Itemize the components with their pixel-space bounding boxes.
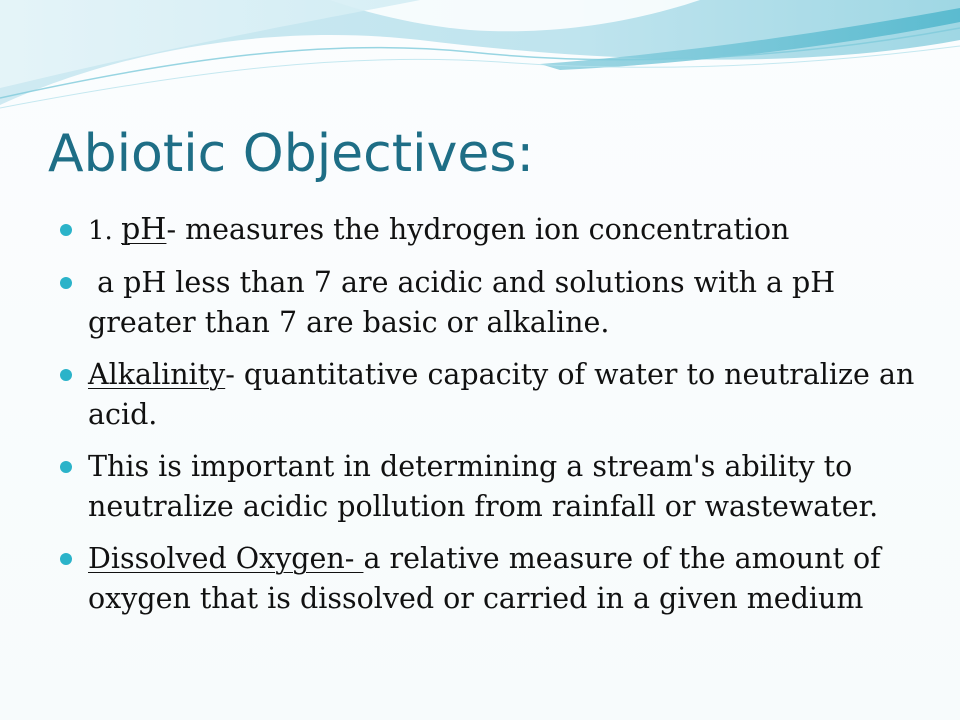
bullet-text: a relative measure of the amount of oxygen that is dissolved or carried in a given medium: [88, 541, 881, 615]
circle-bullet-icon: [60, 277, 72, 289]
bullet-text: - measures the hydrogen ion concentration: [166, 213, 790, 246]
circle-bullet-icon: [60, 369, 72, 381]
term-alkalinity: Alkalinity: [88, 357, 226, 391]
circle-bullet-icon: [60, 553, 72, 565]
bullet-text: - quantitative capacity of water to neutralize an acid.: [88, 357, 915, 431]
bullet-text: a pH less than 7 are acidic and solutions with a pH greater than 7 are basic or alkaline.: [88, 265, 845, 339]
bullet-dissolved-oxygen: [60, 539, 920, 620]
bullet-number: 1.: [88, 216, 122, 246]
term-ph: pH: [121, 212, 167, 247]
bullet-ph: [60, 210, 920, 252]
header-wave-decoration: [0, 0, 960, 120]
bullet-importance: [60, 447, 920, 528]
term-dissolved-oxygen: Dissolved Oxygen-: [88, 541, 364, 575]
bullet-text: This is important in determining a stream's ability to neutralize acidic pollution from rainfall or wastewater.: [88, 449, 879, 523]
circle-bullet-icon: [60, 461, 72, 473]
bullet-alkalinity: [60, 355, 920, 436]
bullet-list: [60, 210, 920, 631]
circle-bullet-icon: [60, 224, 72, 236]
bullet-ph-explanation: [60, 263, 920, 344]
slide-title: Abiotic Objectives:: [48, 124, 534, 184]
